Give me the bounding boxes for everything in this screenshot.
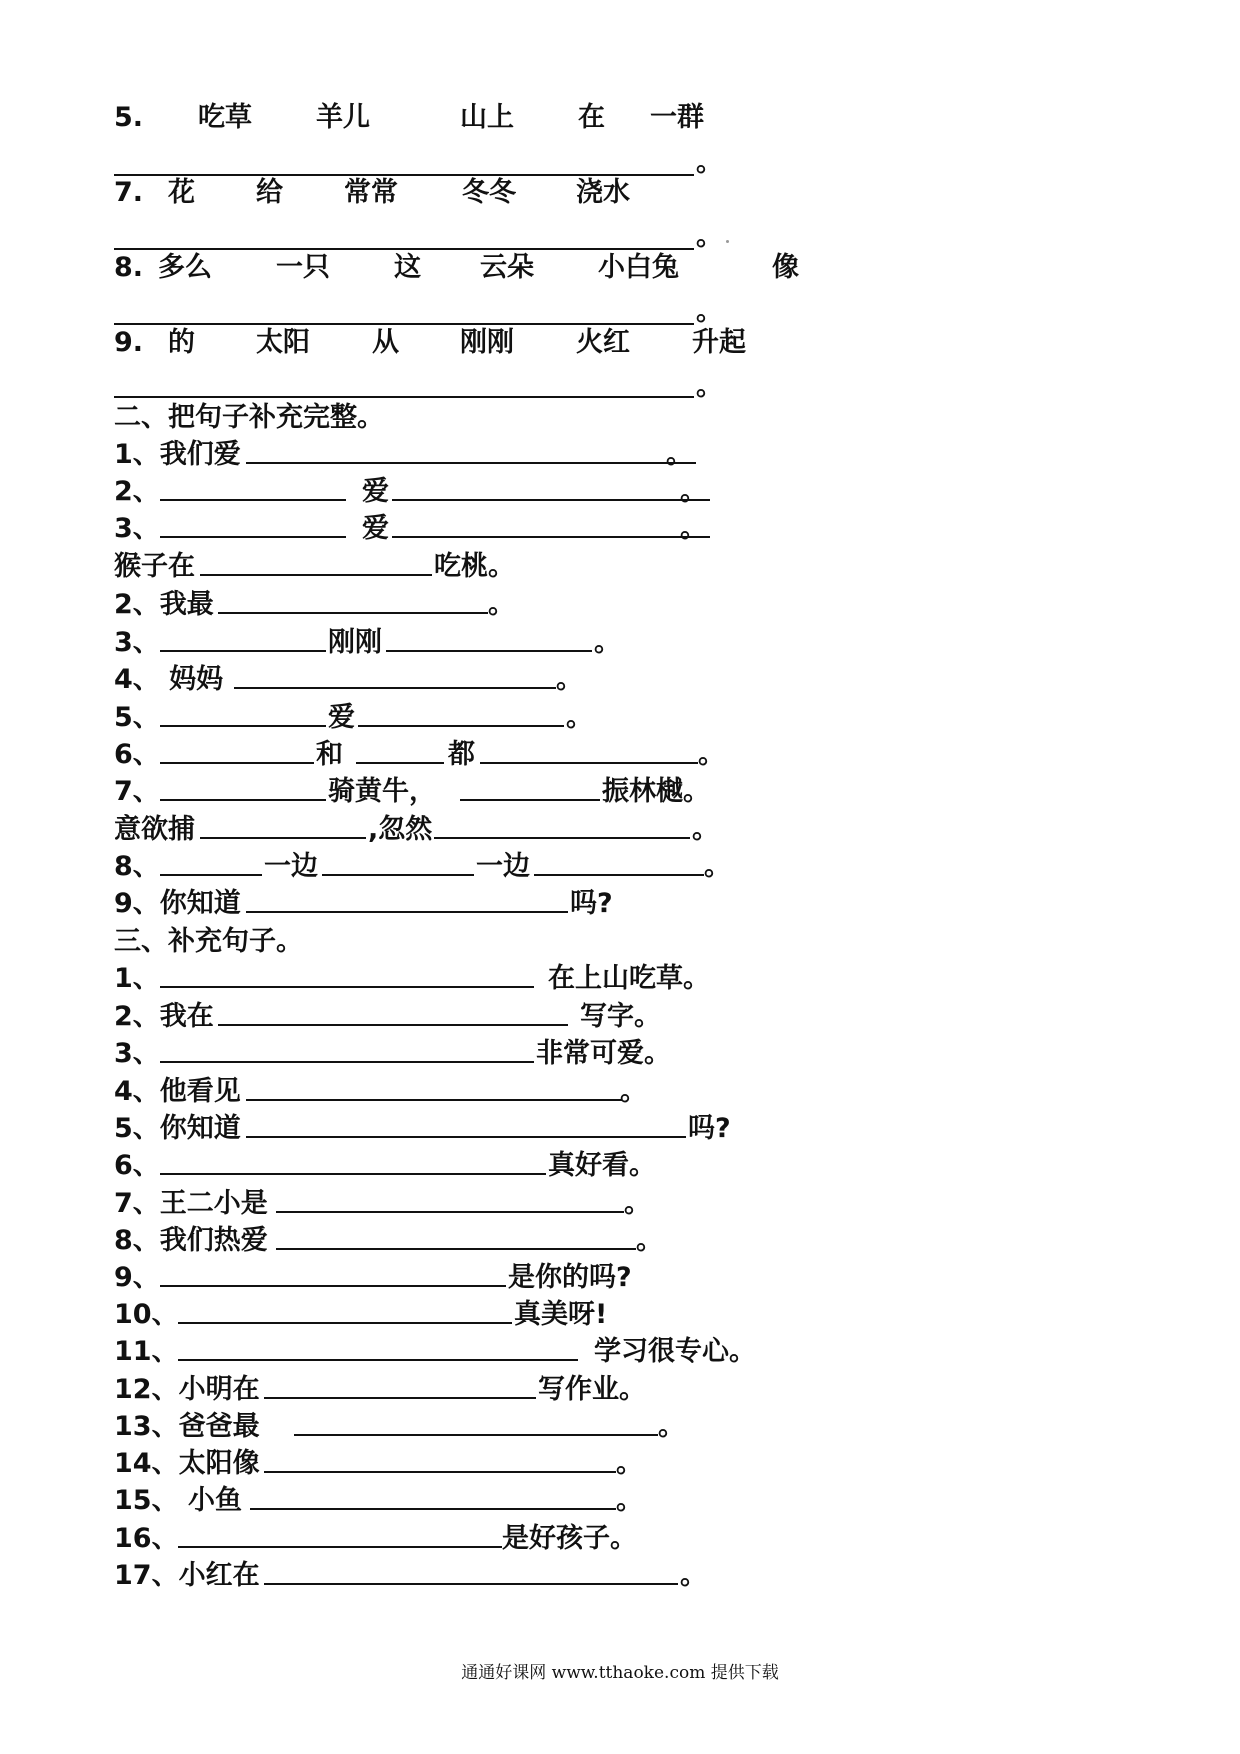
word-card: 升起 (692, 327, 746, 358)
prompt-text: 振林樾。 (602, 776, 710, 807)
answer-blank[interactable] (246, 887, 568, 913)
prompt-text: 。 (566, 702, 593, 733)
prompt-text: 非常可爱。 (536, 1038, 671, 1069)
answer-blank[interactable] (160, 475, 346, 501)
prompt-text: 3、 (114, 513, 160, 544)
prompt-text: 2、我在 (114, 1001, 214, 1032)
prompt-text: 5、 (114, 702, 160, 733)
prompt-text: 刚刚 (328, 627, 382, 658)
prompt-text: 一边 (264, 851, 318, 882)
prompt-text: 。 (616, 1485, 643, 1516)
answer-blank[interactable] (160, 738, 314, 764)
word-card: 一只 (276, 252, 330, 283)
prompt-text: 7、王二小是 (114, 1188, 268, 1219)
prompt-text: 4、他看见 (114, 1076, 241, 1107)
word-card: 从 (372, 327, 399, 358)
prompt-text: 6、 (114, 739, 160, 770)
prompt-text: 一边 (476, 851, 530, 882)
answer-blank[interactable] (160, 512, 346, 538)
answer-blank[interactable] (480, 738, 698, 764)
word-card: 火红 (576, 327, 630, 358)
scan-speck (726, 240, 729, 243)
prompt-text: 是你的吗? (508, 1262, 632, 1293)
prompt-text: ,忽然 (368, 814, 433, 845)
answer-blank[interactable] (386, 626, 592, 652)
word-card: 一群 (650, 102, 704, 133)
prompt-text: 爱 (328, 702, 355, 733)
prompt-text: 7、 (114, 776, 160, 807)
prompt-text: 9、 (114, 1262, 160, 1293)
word-card: 在 (578, 102, 605, 133)
answer-blank[interactable] (358, 701, 564, 727)
prompt-text: 3、 (114, 1038, 160, 1069)
answer-blank[interactable] (276, 1224, 636, 1250)
answer-blank[interactable] (200, 813, 366, 839)
prompt-text: 3、 (114, 627, 160, 658)
prompt-text: 17、小红在 (114, 1560, 260, 1591)
answer-blank[interactable] (160, 850, 262, 876)
answer-blank[interactable] (178, 1335, 578, 1361)
answer-blank[interactable] (218, 1000, 568, 1026)
prompt-text: 4、 妈妈 (114, 664, 224, 695)
answer-blank[interactable] (460, 775, 600, 801)
answer-line[interactable] (114, 396, 694, 398)
item-number: 8. (114, 252, 144, 283)
answer-blank[interactable] (160, 1261, 506, 1287)
answer-blank[interactable] (276, 1187, 624, 1213)
answer-blank[interactable] (160, 626, 326, 652)
word-card: 太阳 (256, 327, 310, 358)
word-card: 像 (772, 252, 799, 283)
answer-blank[interactable] (356, 738, 444, 764)
answer-blank[interactable] (160, 962, 534, 988)
prompt-text: 。 (636, 1225, 663, 1256)
prompt-text: 爱 (362, 513, 389, 544)
prompt-text: 学习很专心。 (594, 1336, 756, 1367)
prompt-text: 写字。 (580, 1001, 661, 1032)
prompt-text: 。 (698, 739, 725, 770)
end-mark: 。 (696, 221, 723, 252)
prompt-text: 15、 小鱼 (114, 1485, 242, 1516)
answer-blank[interactable] (246, 1112, 686, 1138)
prompt-text: 真美呀! (514, 1299, 608, 1330)
word-card: 常常 (344, 177, 398, 208)
answer-blank[interactable] (178, 1522, 502, 1548)
word-card: 冬冬 (462, 177, 516, 208)
prompt-text: 6、 (114, 1150, 160, 1181)
prompt-text: 都 (448, 739, 475, 770)
prompt-text: 9、你知道 (114, 888, 241, 919)
word-card: 这 (394, 252, 421, 283)
prompt-text: 意欲捕 (114, 814, 195, 845)
answer-blank[interactable] (160, 1149, 546, 1175)
prompt-text: 2、 (114, 476, 160, 507)
item-number: 7. (114, 177, 144, 208)
answer-blank[interactable] (178, 1298, 512, 1324)
item-number: 5. (114, 102, 144, 133)
answer-blank[interactable] (392, 475, 710, 501)
prompt-text: 。 (704, 851, 731, 882)
prompt-text: 。 (620, 1076, 647, 1107)
answer-blank[interactable] (246, 1075, 622, 1101)
word-card: 多么 (158, 252, 212, 283)
prompt-text: 1、我们爱 (114, 439, 241, 470)
prompt-text: 。 (616, 1448, 643, 1479)
end-mark: 。 (696, 296, 723, 327)
prompt-text: 。 (680, 1560, 707, 1591)
answer-blank[interactable] (160, 701, 326, 727)
word-card: 给 (256, 177, 283, 208)
answer-blank[interactable] (534, 850, 704, 876)
prompt-text: 16、 (114, 1523, 179, 1554)
prompt-text: 8、我们热爱 (114, 1225, 268, 1256)
answer-blank[interactable] (246, 438, 696, 464)
answer-blank[interactable] (264, 1559, 678, 1585)
answer-blank[interactable] (234, 663, 556, 689)
item-number: 9. (114, 327, 144, 358)
prompt-text: 和 (316, 739, 343, 770)
prompt-text: 。 (556, 664, 583, 695)
footer-credit: 通通好课网 www.tthaoke.com 提供下载 (461, 1663, 779, 1683)
word-card: 刚刚 (460, 327, 514, 358)
answer-blank[interactable] (264, 1373, 536, 1399)
prompt-text: 8、 (114, 851, 160, 882)
section-heading: 三、补充句子。 (114, 926, 303, 957)
prompt-text: 10、 (114, 1299, 179, 1330)
word-card: 的 (168, 327, 195, 358)
word-card: 小白兔 (598, 252, 679, 283)
answer-blank[interactable] (434, 813, 690, 839)
answer-blank[interactable] (250, 1484, 616, 1510)
prompt-text: 5、你知道 (114, 1113, 241, 1144)
prompt-text: 。 (624, 1188, 651, 1219)
prompt-text: 真好看。 (548, 1150, 656, 1181)
word-card: 山上 (460, 102, 514, 133)
section-heading: 二、把句子补充完整。 (114, 402, 384, 433)
word-card: 浇水 (576, 177, 630, 208)
prompt-text: 写作业。 (538, 1374, 646, 1405)
end-mark: 。 (696, 147, 723, 178)
prompt-text: 2、我最 (114, 589, 214, 620)
answer-blank[interactable] (264, 1447, 616, 1473)
prompt-text: 。 (594, 627, 621, 658)
prompt-text: 爱 (362, 476, 389, 507)
prompt-text: 吃桃。 (434, 551, 515, 582)
answer-blank[interactable] (160, 1037, 534, 1063)
prompt-text: 吗? (570, 888, 613, 919)
prompt-text: 11、 (114, 1336, 179, 1367)
prompt-text: 吗? (688, 1113, 731, 1144)
word-card: 云朵 (480, 252, 534, 283)
prompt-text: 12、小明在 (114, 1374, 260, 1405)
answer-blank[interactable] (322, 850, 474, 876)
prompt-text: 。 (488, 589, 515, 620)
answer-blank[interactable] (160, 775, 326, 801)
answer-blank[interactable] (294, 1410, 658, 1436)
answer-blank[interactable] (200, 550, 432, 576)
prompt-text: 13、爸爸最 (114, 1411, 260, 1442)
prompt-text: 。 (666, 439, 693, 470)
prompt-text: 猴子在 (114, 551, 195, 582)
word-card: 吃草 (198, 102, 252, 133)
word-card: 花 (168, 177, 195, 208)
prompt-text: 在上山吃草。 (548, 963, 710, 994)
answer-blank[interactable] (218, 588, 488, 614)
end-mark: 。 (696, 371, 723, 402)
prompt-text: 。 (658, 1411, 685, 1442)
prompt-text: 。 (680, 513, 707, 544)
word-card: 羊儿 (316, 102, 370, 133)
prompt-text: 1、 (114, 963, 160, 994)
answer-blank[interactable] (392, 512, 710, 538)
prompt-text: 。 (680, 476, 707, 507)
prompt-text: 14、太阳像 (114, 1448, 260, 1479)
answer-line[interactable] (114, 323, 694, 325)
prompt-text: 是好孩子。 (502, 1523, 637, 1554)
prompt-text: 骑黄牛， (328, 776, 436, 807)
prompt-text: 。 (692, 814, 719, 845)
answer-line[interactable] (114, 248, 694, 250)
